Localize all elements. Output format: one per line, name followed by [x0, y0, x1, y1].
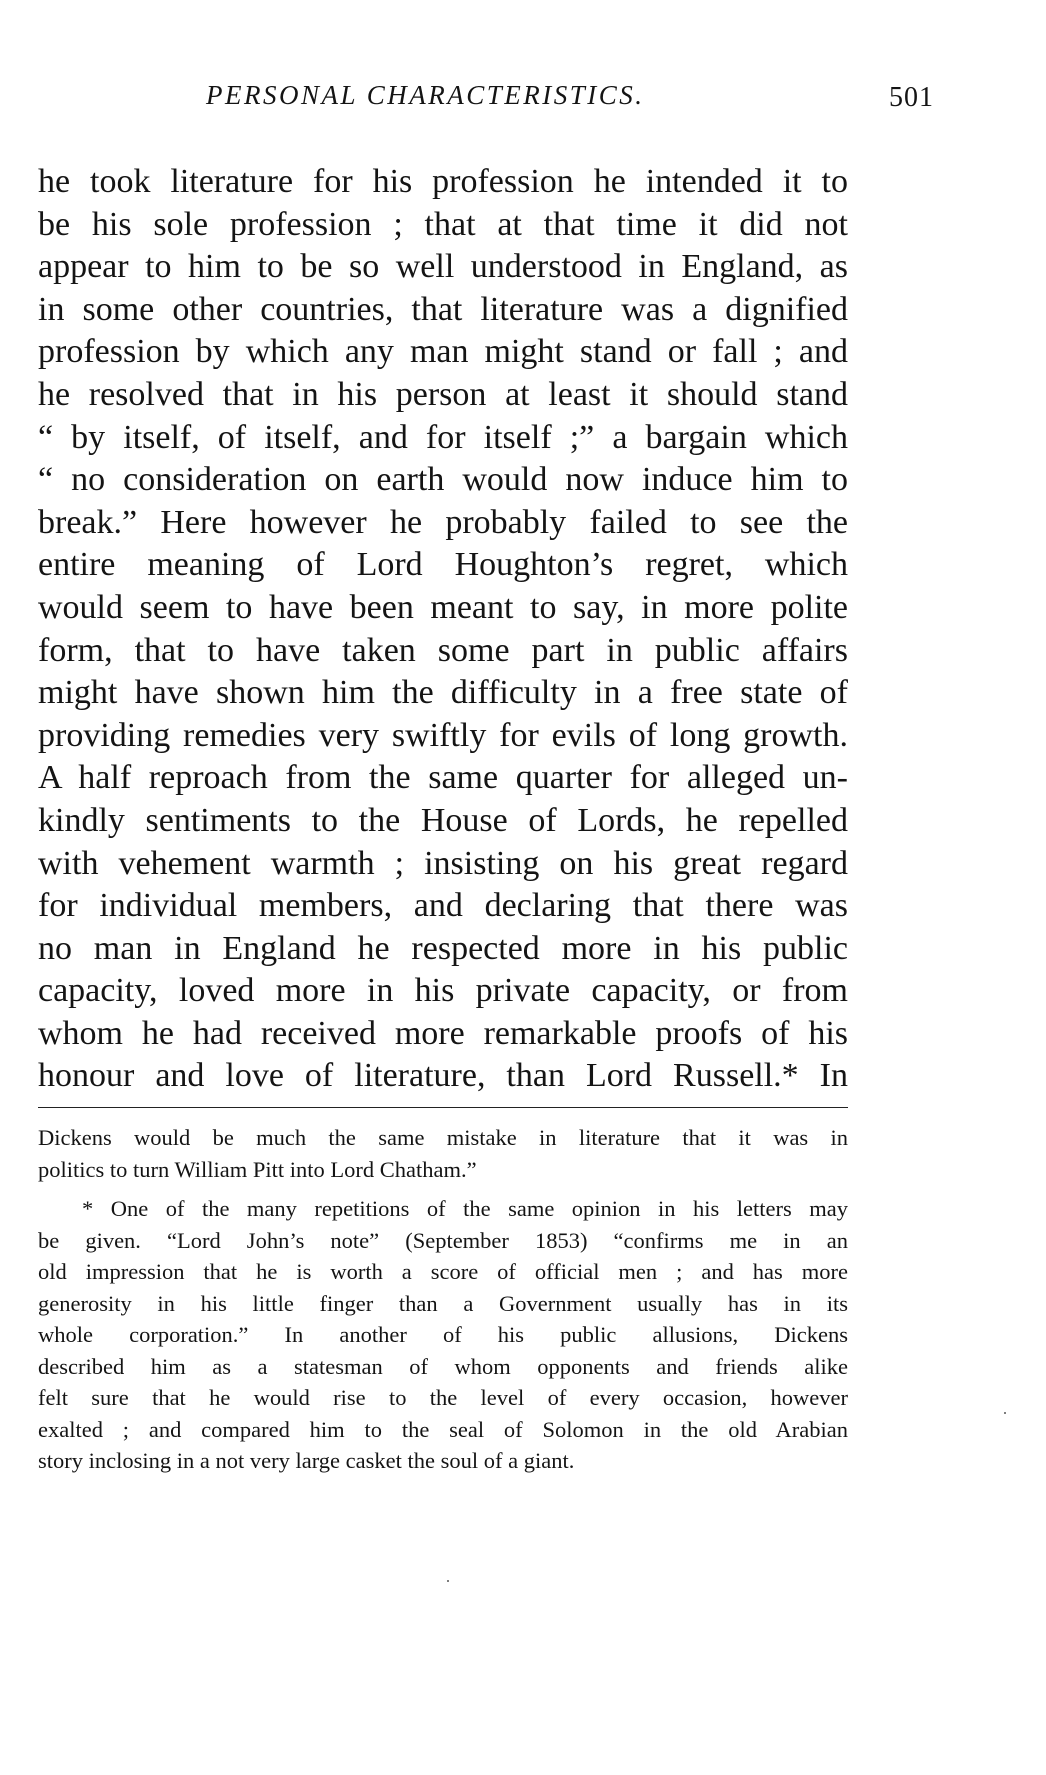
text-line: providing remedies very swiftly for evils of long growth. [38, 716, 848, 754]
running-head-title: PERSONAL CHARACTERISTICS. [206, 80, 645, 110]
footnote-line: politics to turn William Pitt into Lord Chatham.” [38, 1156, 477, 1182]
footnote-line: old impression that he is worth a score of official men ; and has more [38, 1259, 848, 1284]
text-line: profession by which any man might stand or fall ; and [38, 333, 848, 371]
footnote-line: story inclosing in a not very large casket the soul of a giant. [38, 1448, 575, 1473]
footnote-line: Dickens would be much the same mistake in literature that it was in [38, 1125, 848, 1150]
footnote-line: whole corporation.” In another of his public allusions, Dickens [38, 1322, 848, 1347]
main-text-block [38, 161, 848, 1098]
text-line: kindly sentiments to the House of Lords, he repelled [38, 801, 848, 839]
text-line: no man in England he respected more in his public [38, 929, 848, 967]
text-line: whom he had received more remarkable proofs of his [38, 1014, 848, 1052]
footnote-line: felt sure that he would rise to the level of every occasion, however [38, 1385, 848, 1410]
text-line: honour and love of literature, than Lord Russell.* In [38, 1057, 848, 1095]
page-number: 501 [889, 82, 934, 113]
footnote-line: described him as a statesman of whom opponents and friends alike [38, 1353, 848, 1379]
print-speck [1004, 1412, 1006, 1414]
footnote-spacer [38, 1185, 848, 1193]
text-line: be his sole profession ; that at that time it did not [38, 205, 848, 243]
text-line: capacity, loved more in his private capacity, or from [38, 972, 848, 1010]
footnote-line: * One of the many repetitions of the same opinion in his letters may [82, 1196, 848, 1221]
text-line: would seem to have been meant to say, in more polite [38, 588, 848, 626]
print-speck [447, 1580, 449, 1582]
text-line: in some other countries, that literature was a dignified [38, 290, 848, 328]
text-line: he took literature for his profession he intended it to [38, 163, 848, 200]
text-line: might have shown him the difficulty in a free state of [38, 674, 848, 712]
footnotes-block [38, 1122, 848, 1477]
text-line: “ no consideration on earth would now induce him to [38, 461, 848, 499]
text-line: he resolved that in his person at least it should stand [38, 375, 848, 413]
text-line: A half reproach from the same quarter for alleged un- [38, 759, 848, 797]
text-line: form, that to have taken some part in public affairs [38, 631, 848, 669]
text-line: for individual members, and declaring that there was [38, 887, 848, 925]
footnote-line: generosity in his little finger than a Government usually has in its [38, 1290, 848, 1316]
text-line: “ by itself, of itself, and for itself ;” a bargain which [38, 418, 848, 456]
footnote-line: exalted ; and compared him to the seal of Solomon in the old Arabian [38, 1416, 848, 1442]
text-line: break.” Here however he probably failed to see the [38, 503, 848, 541]
text-line: with vehement warmth ; insisting on his great regard [38, 844, 848, 882]
footnote-line: be given. “Lord John’s note” (September 1853) “confirms me in an [38, 1227, 848, 1253]
footnote-divider [38, 1107, 848, 1108]
text-line: appear to him to be so well understood in England, as [38, 248, 848, 286]
text-line: entire meaning of Lord Houghton’s regret, which [38, 546, 848, 584]
